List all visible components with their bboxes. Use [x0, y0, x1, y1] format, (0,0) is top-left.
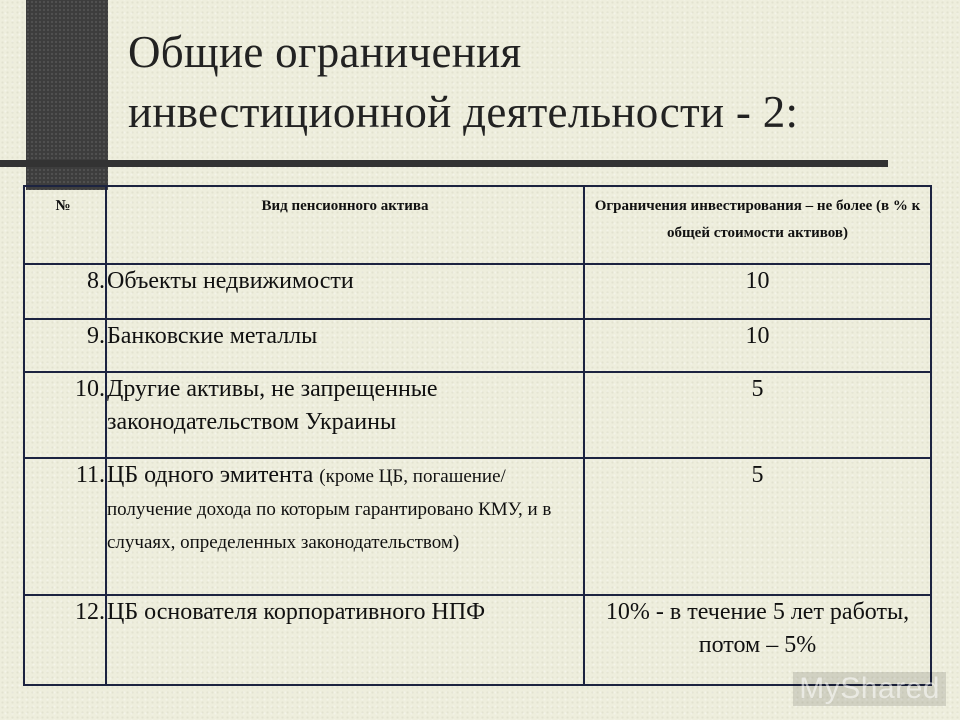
row-number: 12.	[24, 595, 106, 685]
slide-title	[128, 22, 928, 142]
row-number: 11.	[24, 458, 106, 595]
row-number: 9.	[24, 319, 106, 372]
asset-note: (кроме ЦБ, погашение/получение дохода по которым гарантировано КМУ, и в случаях, определенных законодательством)	[107, 466, 552, 553]
asset-name-text: Другие активы, не запрещенные законодательством Украины	[107, 376, 438, 435]
asset-name-text: Объекты недвижимости	[107, 268, 354, 294]
limit-value: 5	[584, 372, 931, 458]
asset-name-text: ЦБ одного эмитента	[107, 462, 320, 488]
header-number: №	[24, 186, 106, 264]
slide-title-line-2: инвестиционной деятельности - 2:	[128, 87, 799, 137]
row-number: 10.	[24, 372, 106, 458]
table-row	[24, 264, 931, 319]
asset-name	[106, 372, 584, 458]
limit-value: 10% - в течение 5 лет работы, потом – 5%	[584, 595, 931, 685]
limit-value: 10	[584, 264, 931, 319]
asset-name	[106, 458, 584, 595]
investment-limits-table	[23, 185, 932, 686]
asset-name-text: ЦБ основателя корпоративного НПФ	[107, 599, 486, 625]
asset-name-text: Банковские металлы	[107, 323, 318, 349]
decorative-horizontal-bar	[0, 160, 888, 167]
asset-name	[106, 595, 584, 685]
table-header-row	[24, 186, 931, 264]
slide-title-line-1: Общие ограничения	[128, 27, 522, 77]
row-number: 8.	[24, 264, 106, 319]
asset-name	[106, 319, 584, 372]
limit-value: 10	[584, 319, 931, 372]
watermark: MyShared	[793, 672, 946, 706]
header-investment-limit: Ограничения инвестирования – не более (в % к общей стоимости активов)	[584, 186, 931, 264]
header-asset-type: Вид пенсионного актива	[106, 186, 584, 264]
table-row	[24, 372, 931, 458]
table-row	[24, 319, 931, 372]
limit-value: 5	[584, 458, 931, 595]
asset-name	[106, 264, 584, 319]
table-row	[24, 458, 931, 595]
